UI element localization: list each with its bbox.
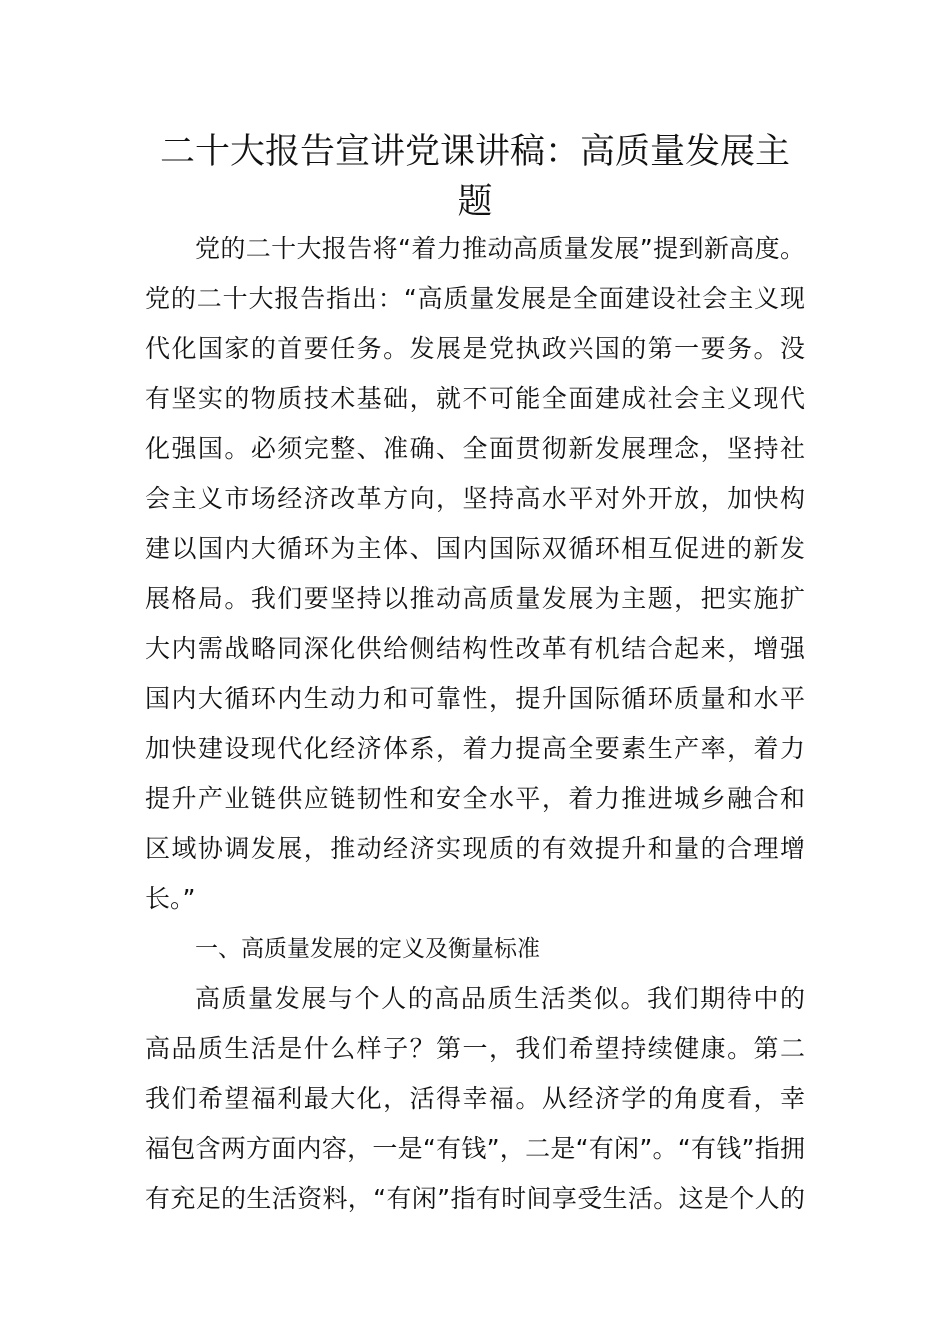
paragraph-line: 我们希望福利最大化，活得幸福。从经济学的角度看，幸 bbox=[145, 1084, 805, 1113]
paragraph-line: 会主义市场经济改革方向，坚持高水平对外开放，加快构 bbox=[145, 484, 805, 513]
paragraph-line: 大内需战略同深化供给侧结构性改革有机结合起来，增强 bbox=[145, 634, 805, 663]
document-title-line-1: 二十大报告宣讲党课讲稿：高质量发展主 bbox=[159, 132, 790, 172]
document-title-line-2: 题 bbox=[457, 182, 493, 222]
paragraph-line: 有充足的生活资料，“有闲”指有时间享受生活。这是个人的 bbox=[145, 1184, 805, 1213]
paragraph-line: 建以国内大循环为主体、国内国际双循环相互促进的新发 bbox=[145, 534, 805, 563]
paragraph-line: 福包含两方面内容，一是“有钱”，二是“有闲”。“有钱”指拥 bbox=[145, 1134, 805, 1163]
paragraph-line: 代化国家的首要任务。发展是党执政兴国的第一要务。没 bbox=[145, 334, 805, 363]
paragraph-line: 党的二十大报告将“着力推动高质量发展”提到新高度。 bbox=[195, 234, 805, 263]
paragraph-line: 国内大循环内生动力和可靠性，提升国际循环质量和水平 bbox=[145, 684, 805, 713]
paragraph-line: 有坚实的物质技术基础，就不可能全面建成社会主义现代 bbox=[145, 384, 805, 413]
paragraph-line: 化强国。必须完整、准确、全面贯彻新发展理念，坚持社 bbox=[145, 434, 805, 463]
paragraph-line: 高质量发展与个人的高品质生活类似。我们期待中的 bbox=[195, 984, 805, 1013]
paragraph-line: 展格局。我们要坚持以推动高质量发展为主题，把实施扩 bbox=[145, 584, 805, 613]
paragraph-line: 提升产业链供应链韧性和安全水平，着力推进城乡融合和 bbox=[145, 784, 805, 813]
paragraph-line: 党的二十大报告指出：“高质量发展是全面建设社会主义现 bbox=[145, 284, 805, 313]
paragraph-line: 长。” bbox=[145, 884, 196, 913]
paragraph-line: 高品质生活是什么样子？第一，我们希望持续健康。第二 bbox=[145, 1034, 805, 1063]
paragraph-line: 区域协调发展，推动经济实现质的有效提升和量的合理增 bbox=[145, 834, 805, 863]
section-heading: 一、高质量发展的定义及衡量标准 bbox=[195, 936, 540, 962]
paragraph-line: 加快建设现代化经济体系，着力提高全要素生产率，着力 bbox=[145, 734, 805, 763]
